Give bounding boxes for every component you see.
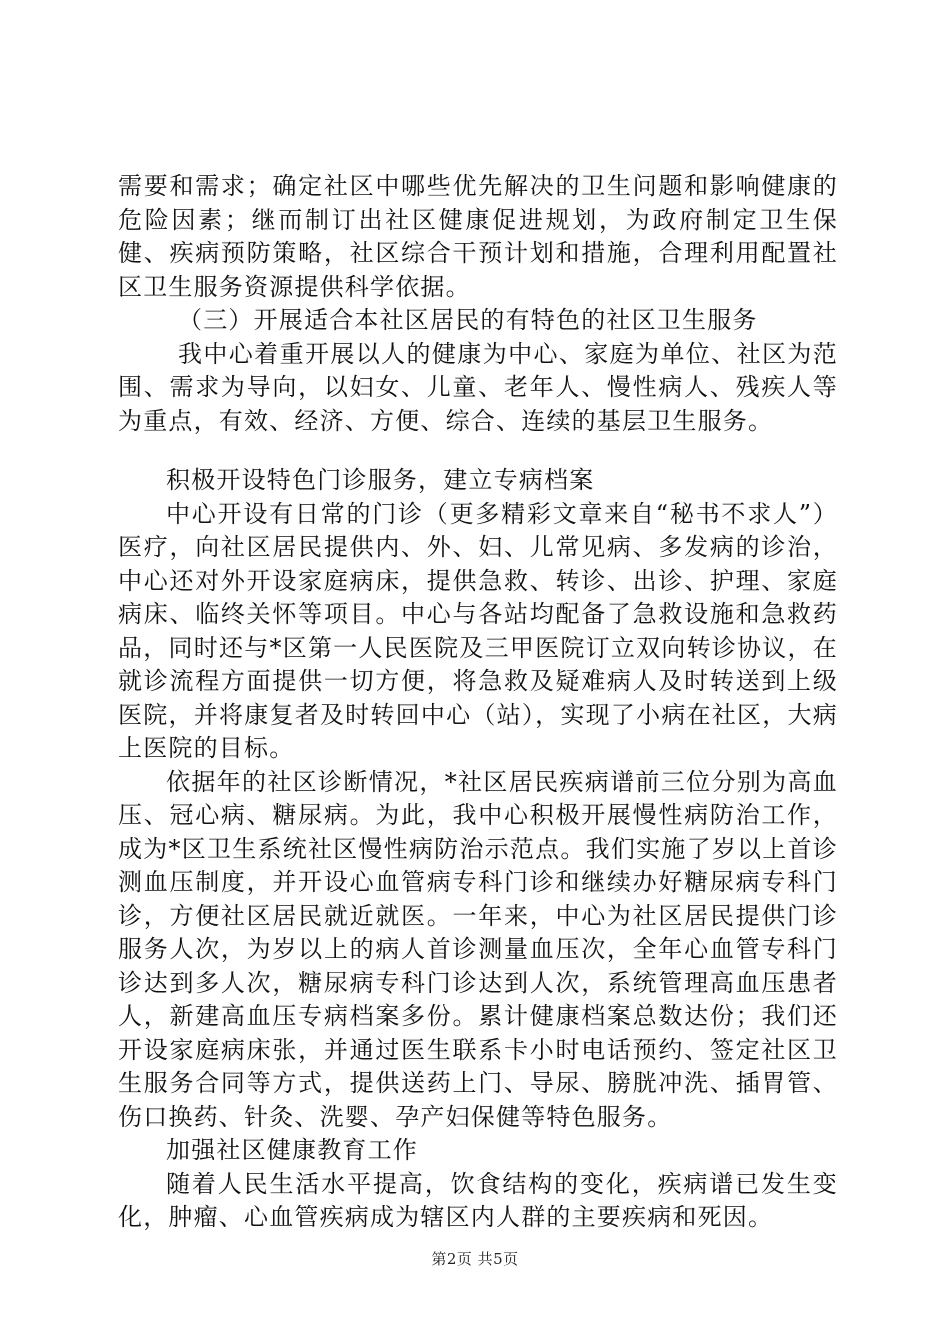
document-body xyxy=(118,170,838,1235)
paragraph-continued: 需要和需求；确定社区中哪些优先解决的卫生问题和影响健康的危险因素；继而制订出社区健康促进规划，为政府制定卫生保健、疾病预防策略，社区综合干预计划和措施，合理利用配置社区卫生服务资源提供科学依据。 xyxy=(118,172,838,301)
paragraph-chronic-disease: 依据年的社区诊断情况，*社区居民疾病谱前三位分别为高血压、冠心病、糖尿病。为此，我中心积极开展慢性病防治工作，成为*区卫生系统社区慢性病防治示范点。我们实施了岁以上首诊测血压制度，并开设心血管病专科门诊和继续办好糖尿病专科门诊，方便社区居民就近就医。一年来，中心为社区居民提供门诊服务人次，为岁以上的病人首诊测量血压次，全年心血管专科门诊达到多人次，糖尿病专科门诊达到人次，系统管理高血压患者人，新建高血压专病档案多份。累计健康档案总数达份；我们还开设家庭病床张，并通过医生联系卡小时电话预约、签定社区卫生服务合同等方式，提供送药上门、导尿、膀胱冲洗、插胃管、伤口换药、针灸、洗婴、孕产妇保健等特色服务。 xyxy=(118,767,838,1131)
subheading-health-education: 加强社区健康教育工作 xyxy=(166,1136,418,1164)
section-heading-three: （三）开展适合本社区居民的有特色的社区卫生服务 xyxy=(178,306,758,334)
paragraph-service-scope: 我中心着重开展以人的健康为中心、家庭为单位、社区为范围、需求为导向，以妇女、儿童、老年人、慢性病人、残疾人等为重点，有效、经济、方便、综合、连续的基层卫生服务。 xyxy=(118,339,838,435)
subheading-special-clinic: 积极开设特色门诊服务，建立专病档案 xyxy=(166,466,595,494)
paragraph-clinic-services: 中心开设有日常的门诊（更多精彩文章来自“秘书不求人”）医疗，向社区居民提供内、外、妇、儿常见病、多发病的诊治，中心还对外开设家庭病床，提供急救、转诊、出诊、护理、家庭病床、临终关怀等项目。中心与各站均配备了急救设施和急救药品，同时还与*区第一人民医院及三甲医院订立双向转诊协议，在就诊流程方面提供一切方便，将急救及疑难病人及时转送到上级医院，并将康复者及时转回中心（站），实现了小病在社区，大病上医院的目标。 xyxy=(118,499,838,762)
page-number-footer: 第2页 共5页 xyxy=(431,1250,519,1268)
paragraph-health-education: 随着人民生活水平提高，饮食结构的变化，疾病谱已发生变化，肿瘤、心血管疾病成为辖区内人群的主要疾病和死因。 xyxy=(118,1169,838,1231)
